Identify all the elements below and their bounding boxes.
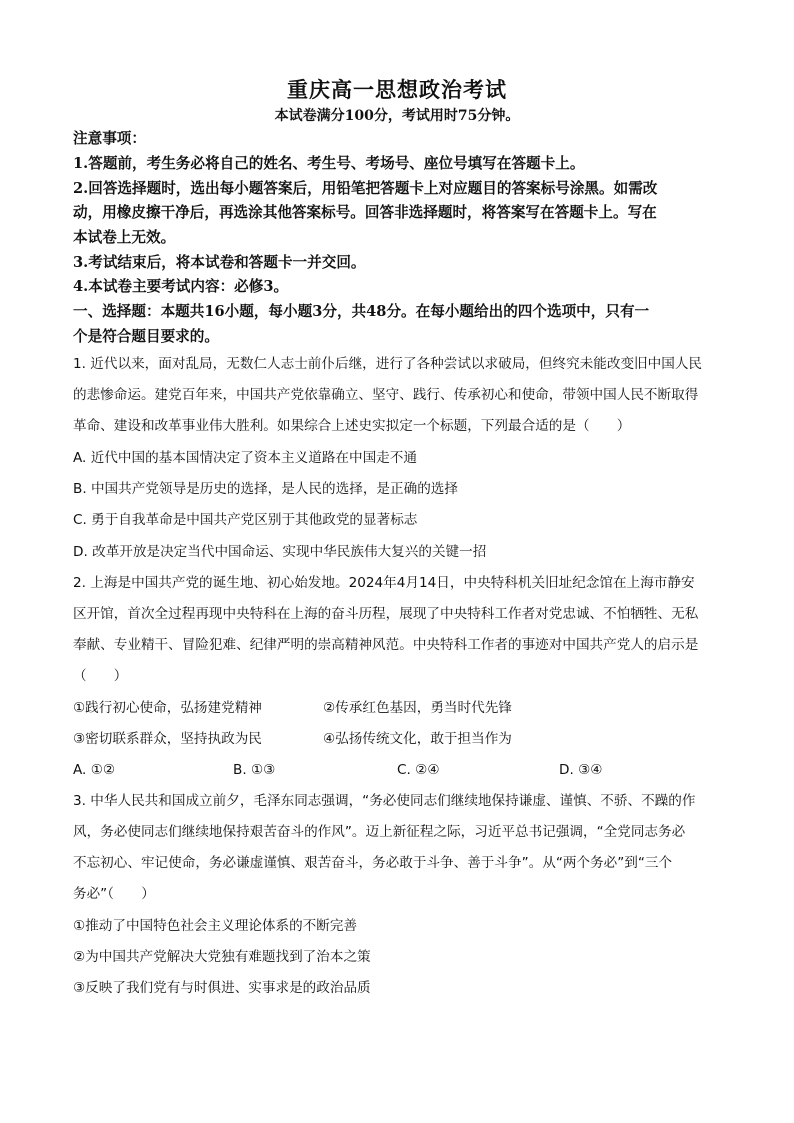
page-title: 重庆高一思想政治考试 (287, 77, 507, 102)
question-2-option-d: D. ③④ (559, 762, 603, 778)
notice-heading: 注意事项： (73, 130, 146, 147)
section-heading: 一、选择题：本题共16小题，每小题3分，共48分。在每小题给出的四个选项中，只有一 (73, 303, 650, 320)
notice-item: 2.回答选择题时，选出每小题答案后，用铅笔把答题卡上对应题目的答案标号涂黑。如需改 (73, 180, 658, 197)
question-3-item-2: ②为中国共产党解决大党独有难题找到了治本之策 (73, 949, 371, 965)
notice-item: 3.考试结束后，将本试卷和答题卡一并交回。 (73, 254, 366, 271)
question-2-stem: 区开馆，首次全过程再现中央特科在上海的奋斗历程，展现了中央特科工作者对党忠诚、不怕牺牲、无私 (73, 606, 699, 622)
section-heading-cont: 个是符合题目要求的。 (73, 328, 219, 345)
question-1-option-d: D. 改革开放是决定当代中国命运、实现中华民族伟大复兴的关键一招 (73, 544, 487, 560)
notice-item: 动，用橡皮擦干净后，再选涂其他答案标号。回答非选择题时，将答案写在答题卡上。写在 (73, 204, 657, 221)
question-2-item-4: ④弘扬传统文化，敢于担当作为 (323, 731, 512, 747)
question-2-item-1: ①践行初心使命，弘扬建党精神 (73, 700, 262, 716)
notice-item: 4.本试卷主要考试内容：必修3。 (73, 278, 289, 295)
question-2-option-b: B. ①③ (233, 762, 276, 778)
exam-info: 本试卷满分100分，考试用时75分钟。 (274, 108, 520, 124)
question-2-stem: 奉献、专业精干、冒险犯难、纪律严明的崇高精神风范。中央特科工作者的事迹对中国共产党人的启示是 (73, 637, 699, 653)
question-1-option-a: A. 近代中国的基本国情决定了资本主义道路在中国走不通 (73, 450, 417, 466)
notice-item: 1.答题前，考生务必将自己的姓名、考生号、考场号、座位号填写在答题卡上。 (73, 155, 585, 172)
question-3-stem: 风，务必使同志们继续地保持艰苦奋斗的作风”。迈上新征程之际，习近平总书记强调，“全党同志务必 (73, 824, 686, 840)
question-1-option-b: B. 中国共产党领导是历史的选择，是人民的选择，是正确的选择 (73, 481, 458, 497)
question-1-stem: 1. 近代以来，面对乱局，无数仁人志士前仆后继，进行了各种尝试以求破局，但终究未能改变旧中国人民 (73, 356, 703, 372)
question-2-stem: （ ） (73, 668, 128, 684)
question-1-stem: 的悲惨命运。建党百年来，中国共产党依靠确立、坚守、践行、传承初心和使命，带领中国人民不断取得 (73, 387, 699, 403)
notice-item: 本试卷上无效。 (73, 229, 176, 246)
question-2-stem: 2. 上海是中国共产党的诞生地、初心始发地。2024年4月14日，中央特科机关旧址纪念馆在上海市静安 (73, 575, 695, 591)
question-3-stem: 务必”（ ） (73, 886, 155, 902)
question-2-option-c: C. ②④ (397, 762, 440, 778)
question-2-item-3: ③密切联系群众，坚持执政为民 (73, 731, 262, 747)
question-3-item-1: ①推动了中国特色社会主义理论体系的不断完善 (73, 918, 358, 934)
question-2-item-2: ②传承红色基因，勇当时代先锋 (323, 700, 512, 716)
question-3-item-3: ③反映了我们党有与时俱进、实事求是的政治品质 (73, 980, 371, 996)
question-1-stem: 革命、建设和改革事业伟大胜利。如果综合上述史实拟定一个标题，下列最合适的是（ ） (73, 418, 631, 434)
question-1-option-c: C. 勇于自我革命是中国共产党区别于其他政党的显著标志 (73, 512, 418, 528)
question-2-option-a: A. ①② (73, 762, 116, 778)
question-3-stem: 不忘初心、牢记使命，务必谦虚谨慎、艰苦奋斗，务必敢于斗争、善于斗争”。从“两个务必”到“三个 (73, 855, 673, 871)
question-3-stem: 3. 中华人民共和国成立前夕，毛泽东同志强调，“务必使同志们继续地保持谦虚、谨慎、不骄、不躁的作 (73, 793, 696, 809)
